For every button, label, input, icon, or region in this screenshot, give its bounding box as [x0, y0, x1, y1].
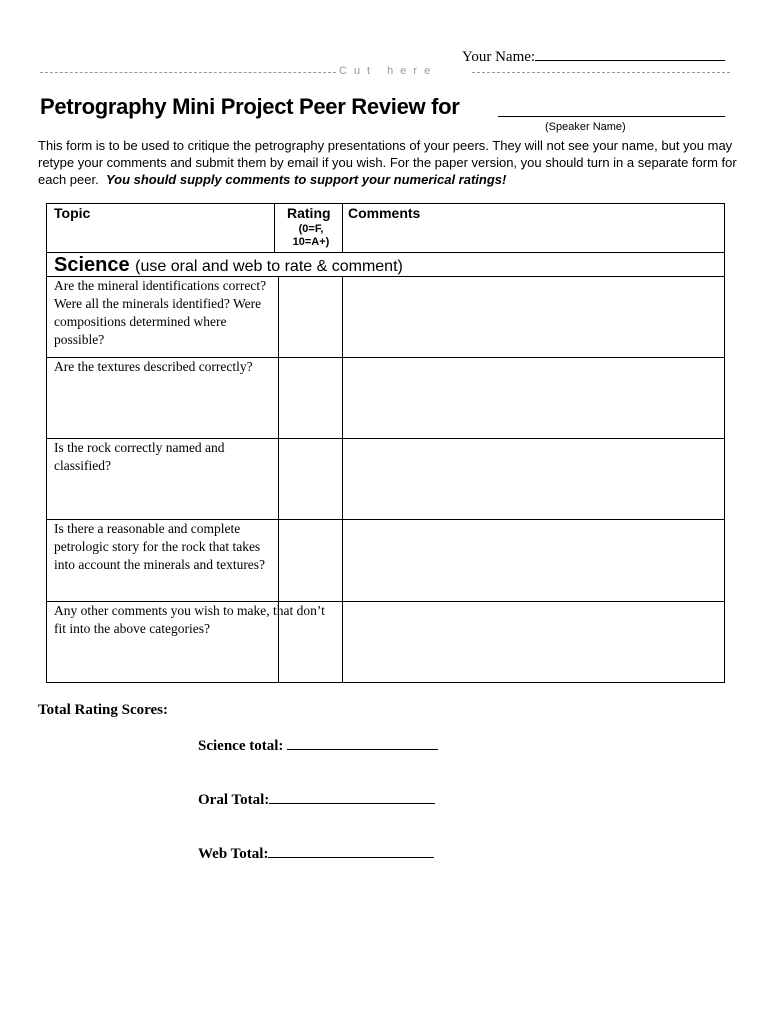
question-other-comments: Any other comments you wish to make, that don’t fit into the above categories?: [54, 603, 325, 636]
header-bottom-line: [47, 252, 724, 253]
question-petrologic-story: Is there a reasonable and complete petrologic story for the rock that takes into account the minerals and textures?: [54, 521, 266, 572]
rating-scale-line1: (0=F,: [298, 223, 324, 235]
science-total-label: Science total:: [198, 738, 284, 754]
page-title: Petrography Mini Project Peer Review for: [40, 94, 460, 119]
intro-paragraph: [38, 137, 738, 188]
rating-scale-line2: 10=A+): [292, 236, 330, 248]
header-divider-2: [342, 204, 343, 252]
totals-heading: Total Rating Scores:: [38, 702, 169, 718]
topic-header: Topic: [54, 205, 91, 221]
question-textures: Are the textures described correctly?: [54, 359, 253, 374]
science-section-heading: [54, 254, 403, 277]
cut-here-label: Cut here: [339, 65, 438, 77]
question-mineral-id: Are the mineral identifications correct? Were all the minerals identified? Were compositions determined where possible?: [54, 278, 267, 347]
your-name-blank[interactable]: [535, 46, 725, 61]
comments-header: Comments: [348, 205, 421, 221]
science-note: (use oral and web to rate & comment): [135, 258, 403, 275]
body-divider-2: [342, 276, 343, 682]
header-divider-1: [274, 204, 275, 252]
web-total-label: Web Total:: [198, 846, 269, 862]
question-rock-name: Is the rock correctly named and classified?: [54, 440, 225, 473]
science-total-blank[interactable]: [287, 736, 438, 750]
cut-dash-right: [472, 72, 730, 73]
intro-emphasis: You should supply comments to support your numerical ratings!: [105, 172, 507, 187]
speaker-name-blank[interactable]: [498, 116, 725, 117]
oral-total-label: Oral Total:: [198, 792, 270, 808]
cut-dash-left: [40, 72, 336, 73]
intro-text: This form is to be used to critique the petrography presentations of your peers. They will not see your name, but you may retype your comments and submit them by email if you wish. For the paper version, you should turn in a separate form for each peer.: [38, 138, 737, 187]
web-total-field: [198, 844, 434, 863]
rating-header: Rating: [287, 205, 331, 221]
your-name-field: [462, 46, 725, 66]
web-total-blank[interactable]: [268, 844, 434, 858]
review-table: [46, 203, 725, 683]
oral-total-blank[interactable]: [269, 790, 435, 804]
oral-total-field: [198, 790, 435, 809]
science-total-field: [198, 736, 438, 755]
speaker-name-caption: (Speaker Name): [545, 121, 626, 133]
rating-scale: [279, 223, 343, 249]
your-name-label: Your Name:: [462, 49, 536, 65]
cut-line: [40, 66, 730, 78]
science-title: Science: [54, 254, 130, 276]
